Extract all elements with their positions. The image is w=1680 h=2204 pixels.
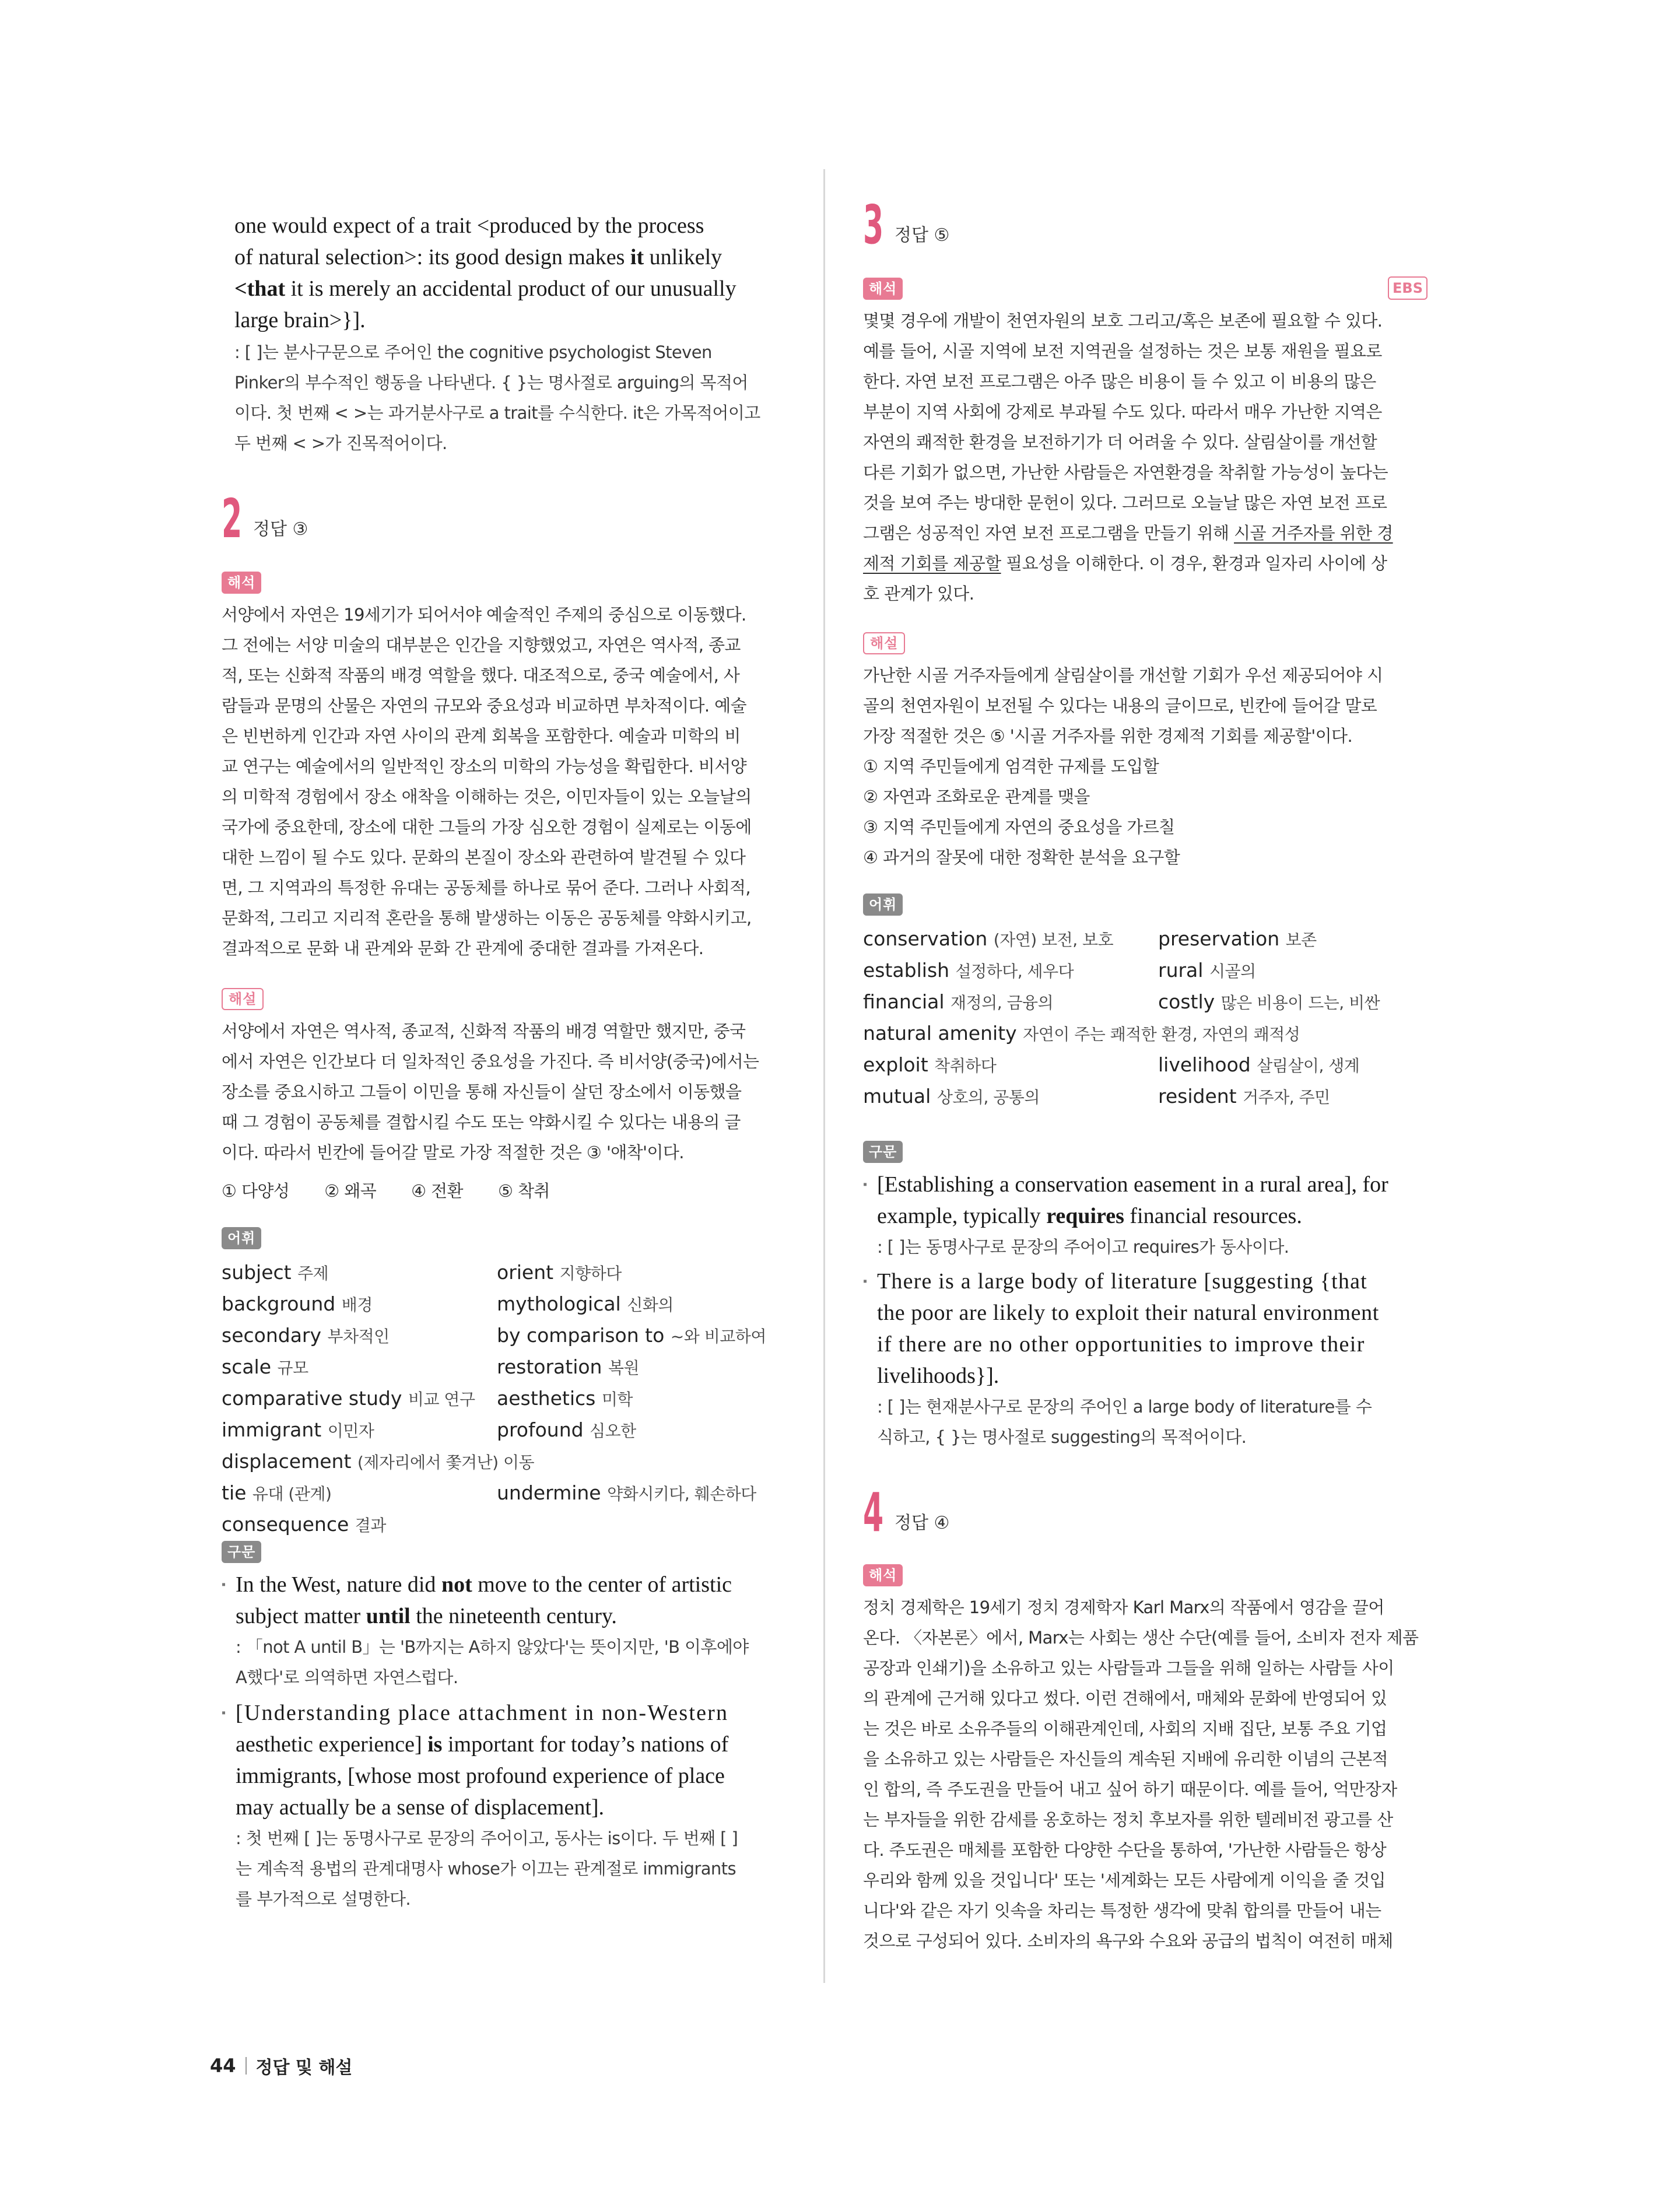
- vocab-item: financial 재정의, 금융의: [863, 990, 1054, 1013]
- q2-syntax-1: ▪ In the West, nature did not move to the center of artistic subject matter until the nineteenth century. : 「not A until B」는 'B까지는 A하지 않았다'는 뜻이지만, 'B 이후에야 A했다'로 의역하면 자연스럽다.: [222, 1569, 786, 1693]
- vocab-item: undermine 약화시키다, 훼손하다: [497, 1481, 756, 1504]
- vocab-item: exploit 착취하다: [863, 1053, 997, 1076]
- q3-syntax-1: ▪ [Establishing a conservation easement in a rural area], for example, typically requires financial resources. : [ ]는 동명사구로 문장의 주어이고 requires가 동사이다.: [863, 1169, 1430, 1262]
- question-number: 4: [863, 1481, 884, 1544]
- vocab-item: resident 거주자, 주민: [1158, 1085, 1330, 1108]
- vocab-item: rural 시골의: [1158, 959, 1256, 982]
- vocab-item: costly 많은 비용이 드는, 비싼: [1158, 990, 1380, 1013]
- vocab-item: natural amenity 자연이 주는 쾌적한 환경, 자연의 쾌적성: [863, 1022, 1300, 1045]
- translation-tag: 해석: [863, 278, 903, 300]
- blank-answer-underline: 제적 기회를 제공할: [863, 553, 1001, 573]
- syntax-tag: 구문: [863, 1141, 903, 1163]
- vocab-item: preservation 보존: [1158, 927, 1317, 950]
- question-4-header: [863, 1481, 950, 1544]
- q2-syntax-2: ▪ [Understanding place attachment in non-Western aesthetic experience] is important for today’s nations of immigrants, [whose most profound experience of place may actually be a sense of displacement]. : 첫 번째 [ ]는 동명사구로 문장의 주어이고, 동사는 is이다. 두 번째 [ ] 는 계속적 용법의 관계대명사 whose가 이끄는 관계절로 immigrants 를 부가적으로 설명한다.: [222, 1697, 786, 1914]
- answer-label: 정답 ⑤: [895, 225, 950, 246]
- top-english-line3-rest: it is merely an accidental product of our unusually: [285, 276, 736, 301]
- column-divider: [823, 169, 825, 1983]
- q3-syntax-2: ▪ There is a large body of literature [suggesting {that the poor are likely to exploit their natural environment if there are no other opportunities to improve their livelihoods}]. : [ ]는 현재분사구로 문장의 주어인 a large body of literature를 수 식하고, { }는 명사절로 suggesting의 목적어이다.: [863, 1266, 1430, 1452]
- question-number: 3: [863, 194, 884, 256]
- translation-tag: 해석: [222, 572, 261, 594]
- q4-translation: 정치 경제학은 19세기 정치 경제학자 Karl Marx의 작품에서 영감을 끌어 온다. 〈자본론〉에서, Marx는 사회는 생산 수단(예를 들어, 소비자 전자 제품 공장과 인쇄기)을 소유하고 있는 사람들과 그들을 위해 일하는 사람들 사이 의 관계에 근거해 있다고 썼다. 이런 견해에서, 매체와 문화에 반영되어 있 는 것은 바로 소유주들의 이해관계인데, 사회의 지배 집단, 보통 주요 기업 을 소유하고 있는 사람들은 자신들의 계속된 지배에 유리한 이념의 근본적 인 합의, 즉 주도권을 만들어 내고 싶어 하기 때문이다. 예를 들어, 억만장자 는 부자들을 위한 감세를 옹호하는 정치 후보자를 위한 텔레비전 광고를 산 다. 주도권은 매체를 포함한 다양한 수단을 통하여, '가난한 사람들은 항상 우리와 함께 있을 것입니다' 또는 '세계화는 모든 사람에게 이익을 줄 것입 니다'와 같은 자기 잇속을 차리는 특정한 생각에 맞춰 합의를 만들어 내는 것으로 구성되어 있다. 소비자의 욕구와 수요와 공급의 법칙이 여전히 매체: [863, 1597, 1419, 1951]
- page-number: 44: [210, 2055, 236, 2077]
- q2-explanation: 서양에서 자연은 역사적, 종교적, 신화적 작품의 배경 역할만 했지만, 중국 에서 자연은 인간보다 더 일차적인 중요성을 가진다. 즉 비서양(중국)에서는 장소를 중요시하고 그들이 이민을 통해 자신들이 살던 장소에서 이동했을 때 그 경험이 공동체를 결합시킬 수도 또는 약화시킬 수 있다는 내용의 글 이다. 따라서 빈칸에 들어갈 말로 가장 적절한 것은 ③ '애착'이다.: [222, 1021, 759, 1162]
- vocab-item: aesthetics 미학: [497, 1387, 633, 1410]
- blank-answer-underline: 시골 거주자를 위한 경: [1234, 523, 1393, 543]
- translation-tag: 해석: [863, 1564, 903, 1586]
- answer-label: 정답 ③: [253, 519, 308, 539]
- vocab-item: subject 주제: [222, 1261, 329, 1284]
- vocab-item: background 배경: [222, 1292, 373, 1315]
- q2-vocab-list: [222, 1257, 788, 1541]
- top-english-passage: one would expect of a trait <produced by the process of natural selection>: its good design makes it unlikely <that it is merely an accidental product of our unusually large brain>}].: [234, 213, 736, 332]
- vocab-item: scale 규모: [222, 1355, 308, 1378]
- vocab-item: profound 심오한: [497, 1418, 636, 1441]
- q3-translation: 몇몇 경우에 개발이 천연자원의 보호 그리고/혹은 보존에 필요할 수 있다. 예를 들어, 시골 지역에 보전 지역권을 설정하는 것은 보통 재원을 필요로 한다. 자연 보전 프로그램은 아주 많은 비용이 들 수 있고 이 비용의 많은 부분이 지역 사회에 강제로 부과될 수도 있다. 따라서 매우 가난한 지역은 자연의 쾌적한 환경을 보전하기가 더 어려울 수 있다. 살림살이를 개선할 다른 기회가 없으면, 가난한 사람들은 자연환경을 착취할 가능성이 높다는 것을 보여 주는 방대한 문헌이 있다. 그러므로 오늘날 많은 자연 보전 프로 그램은 성공적인 자연 보전 프로그램을 만들기 위해 시골 거주자를 위한 경 제적 기회를 제공할 필요성을 이해한다. 이 경우, 환경과 일자리 사이에 상 호 관계가 있다.: [863, 311, 1393, 604]
- q2-options: ① 다양성 ② 왜곡 ④ 전환 ⑤ 착취: [222, 1181, 550, 1201]
- vocab-tag: 어휘: [863, 893, 903, 916]
- top-note: : [ ]는 분사구문으로 주어인 the cognitive psychologist Steven Pinker의 부수적인 행동을 나타낸다. { }는 명사절로 arguing의 목적어 이다. 첫 번째 < >는 과거분사구로 a trait를 수식한다. it은 가목적어이고 두 번째 < >가 진목적어이다.: [234, 342, 760, 453]
- question-3-header: [863, 194, 950, 256]
- ebs-badge: EBS: [1388, 276, 1428, 300]
- vocab-item: immigrant 이민자: [222, 1418, 374, 1441]
- answer-label: 정답 ④: [895, 1513, 950, 1533]
- vocab-item: displacement (제자리에서 쫓겨난) 이동: [222, 1450, 535, 1473]
- footer-title: 정답 및 해설: [255, 2058, 353, 2078]
- vocab-item: mutual 상호의, 공통의: [863, 1085, 1040, 1108]
- vocab-item: mythological 신화의: [497, 1292, 674, 1315]
- explanation-tag: 해설: [863, 632, 905, 654]
- question-2-header: [222, 488, 308, 550]
- vocab-item: orient 지향하다: [497, 1261, 622, 1284]
- vocab-item: restoration 복원: [497, 1355, 640, 1378]
- vocab-item: by comparison to ~와 비교하여: [497, 1324, 766, 1347]
- vocab-item: establish 설정하다, 세우다: [863, 959, 1074, 982]
- vocab-item: secondary 부차적인: [222, 1324, 390, 1347]
- footer-divider: [245, 2057, 247, 2075]
- explanation-tag: 해설: [222, 988, 264, 1010]
- vocab-item: livelihood 살림살이, 생계: [1158, 1053, 1360, 1076]
- question-number: 2: [222, 488, 243, 550]
- vocab-tag: 어휘: [222, 1227, 261, 1249]
- vocab-item: comparative study 비교 연구: [222, 1387, 475, 1410]
- q3-explanation: 가난한 시골 거주자들에게 살림살이를 개선할 기회가 우선 제공되어야 시 골의 천연자원이 보전될 수 있다는 내용의 글이므로, 빈칸에 들어갈 말로 가장 적절한 것은 ⑤ '시골 거주자를 위한 경제적 기회를 제공할'이다. ① 지역 주민들에게 엄격한 규제를 도입할 ② 자연과 조화로운 관계를 맺을 ③ 지역 주민들에게 자연의 중요성을 가르칠 ④ 과거의 잘못에 대한 정확한 분석을 요구할: [863, 665, 1383, 867]
- vocab-item: tie 유대 (관계): [222, 1481, 332, 1504]
- page-footer: [210, 2053, 352, 2079]
- syntax-tag: 구문: [222, 1541, 261, 1563]
- q3-vocab-list: [863, 924, 1430, 1113]
- vocab-item: conservation (자연) 보전, 보호: [863, 927, 1114, 950]
- q2-translation: 서양에서 자연은 19세기가 되어서야 예술적인 주제의 중심으로 이동했다. 그 전에는 서양 미술의 대부분은 인간을 지향했었고, 자연은 역사적, 종교 적, 또는 신화적 작품의 배경 역할을 했다. 대조적으로, 중국 예술에서, 사 람들과 문명의 산물은 자연의 규모와 중요성과 비교하면 부차적이다. 예술 은 빈번하게 인간과 자연 사이의 관계 회복을 포함한다. 예술과 미학의 비 교 연구는 예술에서의 일반적인 장소의 미학의 가능성을 확립한다. 비서양 의 미학적 경험에서 장소 애착을 이해하는 것은, 이민자들이 있는 오늘날의 국가에 중요한데, 장소에 대한 그들의 가장 심오한 경험이 실제로는 이동에 대한 느낌이 될 수도 있다. 문화의 본질이 장소와 관련하여 발견될 수 있다 면, 그 지역과의 특정한 유대는 공동체를 하나로 묶어 준다. 그러나 사회적, 문화적, 그리고 지리적 혼란을 통해 발생하는 이동은 공동체를 약화시키고, 결과적으로 문화 내 관계와 문화 간 관계에 중대한 결과를 가져온다.: [222, 605, 752, 958]
- vocab-item: consequence 결과: [222, 1513, 386, 1536]
